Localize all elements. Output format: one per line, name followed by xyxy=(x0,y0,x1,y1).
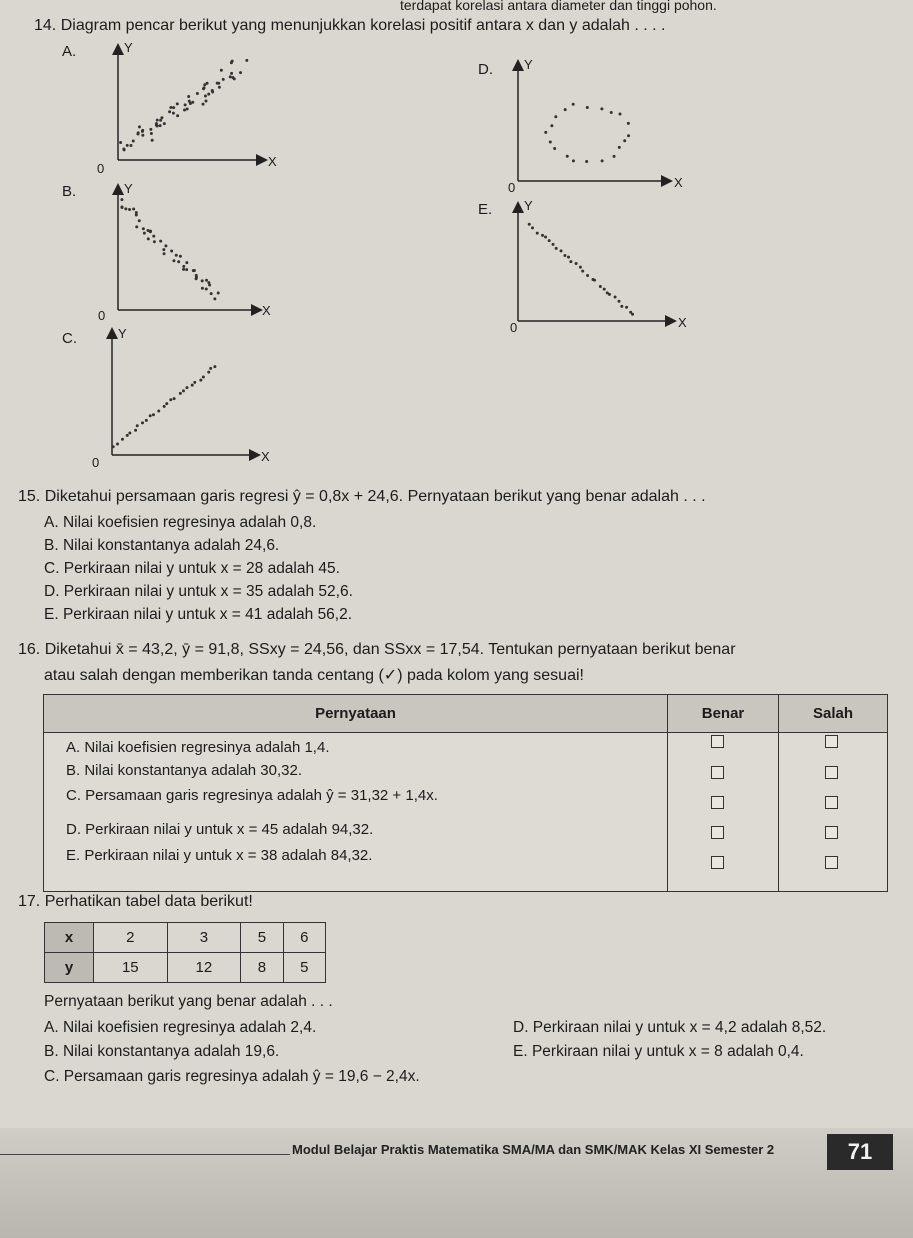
q17-data-table xyxy=(44,922,326,983)
scatter-a-dot xyxy=(233,77,236,80)
scatter-b-dot xyxy=(164,244,167,247)
scatter-b-dot xyxy=(162,248,165,251)
scatter-d-dot xyxy=(585,160,588,163)
scatter-e-dot xyxy=(614,296,617,299)
scatter-b-dot xyxy=(128,208,131,211)
question-15 xyxy=(18,488,898,506)
scatter-a-dot xyxy=(220,69,223,72)
scatter-e-dot xyxy=(579,266,582,269)
scatter-a-dot xyxy=(149,128,152,131)
y-cell: 12 xyxy=(167,953,241,983)
q16-line2: atau salah dengan memberikan tanda centang (✓) pada kolom yang sesuai! xyxy=(44,667,584,684)
y-cell: 5 xyxy=(283,953,325,983)
panel-e-x-label: X xyxy=(678,315,687,330)
scatter-c-dot xyxy=(207,371,210,374)
q14-scatter-diagrams xyxy=(0,0,913,480)
scatter-b-dot xyxy=(159,240,162,243)
scatter-a-dot xyxy=(141,134,144,137)
scatter-a-dot xyxy=(211,89,214,92)
scatter-b-dot xyxy=(205,279,208,282)
top-line: terdapat korelasi antara diameter dan tinggi pohon. xyxy=(400,0,717,13)
scatter-d-dot xyxy=(618,146,621,149)
panel-e-label: E. xyxy=(478,201,493,218)
scatter-a-dot xyxy=(172,106,175,109)
scatter-b-dot xyxy=(208,283,211,286)
statement-a: A. Nilai koefisien regresinya adalah 1,4. xyxy=(66,739,330,756)
scatter-a-dot xyxy=(119,141,122,144)
scatter-a-dot xyxy=(207,93,210,96)
scatter-e-dot xyxy=(560,249,563,252)
scatter-b-dot xyxy=(147,237,150,240)
panel-c-x-label: X xyxy=(261,449,270,464)
q15-option-c: C. Perkiraan nilai y untuk x = 28 adalah 45. xyxy=(44,560,340,577)
scatter-a-dot xyxy=(176,102,179,105)
scatter-d-dot xyxy=(553,147,556,150)
q15-option-a: A. Nilai koefisien regresinya adalah 0,8. xyxy=(44,514,317,531)
salah-checkbox-e[interactable] xyxy=(825,856,838,869)
scatter-c-dot xyxy=(173,397,176,400)
scatter-e-dot xyxy=(631,313,634,316)
q17-option-a: A. Nilai koefisien regresinya adalah 2,4. xyxy=(44,1019,317,1036)
scatter-c-dot xyxy=(128,431,131,434)
scatter-a-dot xyxy=(138,125,141,128)
scatter-c-dot xyxy=(149,414,152,417)
scatter-c-dot xyxy=(209,367,212,370)
scatter-b-dot xyxy=(217,291,220,294)
scatter-c-dot xyxy=(121,438,124,441)
scatter-c-dot xyxy=(112,445,115,448)
x-cell: 2 xyxy=(94,923,168,953)
scatter-d-dot xyxy=(627,134,630,137)
q16-number: 16. xyxy=(18,641,41,658)
x-cell: 3 xyxy=(167,923,241,953)
panel-e-origin: 0 xyxy=(510,320,518,335)
scatter-c-dot xyxy=(199,379,202,382)
scatter-e-dot xyxy=(567,256,570,259)
panel-c-y-label: Y xyxy=(118,326,127,341)
scatter-b-dot xyxy=(152,235,155,238)
panel-d-x-label: X xyxy=(674,175,683,190)
scatter-c-dot xyxy=(136,424,139,427)
scatter-a-dot xyxy=(169,106,172,109)
scatter-b-dot xyxy=(121,206,124,209)
salah-checkbox-d[interactable] xyxy=(825,826,838,839)
scatter-a-dot xyxy=(184,103,187,106)
scatter-c-dot xyxy=(179,392,182,395)
panel-d-label: D. xyxy=(478,61,493,78)
scatter-c-dot xyxy=(145,419,148,422)
salah-checkbox-a[interactable] xyxy=(825,735,838,748)
scatter-a-dot xyxy=(231,60,234,63)
scatter-c-dot xyxy=(116,443,119,446)
statement-b: B. Nilai konstantanya adalah 30,32. xyxy=(66,762,302,779)
scatter-e-dot xyxy=(548,239,551,242)
scatter-e-dot xyxy=(528,223,531,226)
scatter-c-dot xyxy=(163,405,166,408)
page-number: 71 xyxy=(827,1134,893,1170)
scatter-a-dot xyxy=(188,100,191,103)
scatter-c-dot xyxy=(126,434,129,437)
scatter-b-dot xyxy=(135,213,138,216)
scatter-b-dot xyxy=(185,261,188,264)
scatter-a-dot xyxy=(150,132,153,135)
scatter-panel-d xyxy=(518,62,670,181)
scatter-c-dot xyxy=(152,413,155,416)
panel-c-origin: 0 xyxy=(92,455,100,470)
scatter-b-dot xyxy=(163,252,166,255)
scatter-a-dot xyxy=(187,95,190,98)
scatter-a-dot xyxy=(136,133,139,136)
scatter-a-dot xyxy=(176,114,179,117)
scatter-a-dot xyxy=(196,92,199,95)
scatter-b-dot xyxy=(143,232,146,235)
scatter-panel-c xyxy=(112,330,258,455)
scatter-b-dot xyxy=(147,229,150,232)
scatter-c-dot xyxy=(134,429,137,432)
scatter-a-dot xyxy=(156,124,159,127)
scatter-d-dot xyxy=(549,141,552,144)
scatter-a-dot xyxy=(168,110,171,113)
scatter-e-dot xyxy=(531,226,534,229)
statement-d: D. Perkiraan nilai y untuk x = 45 adalah 94,32. xyxy=(66,821,374,838)
scatter-c-dot xyxy=(165,402,168,405)
scatter-c-dot xyxy=(193,381,196,384)
q17-number: 17. xyxy=(18,893,41,910)
scatter-panel-a xyxy=(118,46,265,160)
header-benar: Benar xyxy=(668,695,778,733)
benar-checkbox-c[interactable] xyxy=(711,796,724,809)
scatter-a-dot xyxy=(239,71,242,74)
q17-option-e: E. Perkiraan nilai y untuk x = 8 adalah 0,4. xyxy=(513,1043,804,1060)
scatter-panel-b xyxy=(118,186,260,310)
q15-option-b: B. Nilai konstantanya adalah 24,6. xyxy=(44,537,280,554)
q16-line1: Diketahui x̄ = 43,2, ȳ = 91,8, SSxy = 24,56, dan SSxx = 17,54. Tentukan pernyataan berikut benar xyxy=(44,641,736,658)
scatter-b-dot xyxy=(179,255,182,258)
x-header: x xyxy=(45,923,94,953)
scatter-b-dot xyxy=(195,274,198,277)
question-16 xyxy=(18,641,908,659)
scatter-b-dot xyxy=(177,260,180,263)
benar-checkbox-a[interactable] xyxy=(711,735,724,748)
salah-checkbox-b[interactable] xyxy=(825,766,838,779)
scatter-b-dot xyxy=(135,225,138,228)
panel-d-y-label: Y xyxy=(524,57,533,72)
scatter-b-dot xyxy=(132,208,135,211)
scatter-e-dot xyxy=(536,232,539,235)
scatter-b-dot xyxy=(120,198,123,201)
scatter-d-dot xyxy=(601,159,604,162)
scatter-b-dot xyxy=(192,269,195,272)
scatter-c-dot xyxy=(157,409,160,412)
scatter-d-dot xyxy=(550,124,553,127)
statement-c: C. Persamaan garis regresinya adalah ŷ = 31,32 + 1,4x. xyxy=(66,787,438,804)
q17-text: Perhatikan tabel data berikut! xyxy=(44,893,253,910)
scatter-b-dot xyxy=(195,277,198,280)
scatter-d-dot xyxy=(564,108,567,111)
statement-e: E. Perkiraan nilai y untuk x = 38 adalah 84,32. xyxy=(66,847,373,864)
scatter-d-dot xyxy=(554,115,557,118)
scatter-a-dot xyxy=(202,103,205,106)
scatter-a-dot xyxy=(217,82,220,85)
scatter-a-dot xyxy=(245,59,248,62)
benar-checkbox-e[interactable] xyxy=(711,856,724,869)
scatter-a-dot xyxy=(183,109,186,112)
scatter-b-dot xyxy=(172,259,175,262)
scatter-e-dot xyxy=(569,260,572,263)
benar-checkbox-b[interactable] xyxy=(711,766,724,779)
scatter-a-dot xyxy=(204,99,207,102)
scatter-a-dot xyxy=(129,144,132,147)
scatter-a-dot xyxy=(151,139,154,142)
scatter-d-dot xyxy=(572,159,575,162)
panel-a-label: A. xyxy=(62,43,77,60)
scatter-d-dot xyxy=(610,111,613,114)
scatter-d-dot xyxy=(572,103,575,106)
scatter-d-dot xyxy=(623,139,626,142)
scatter-b-dot xyxy=(210,292,213,295)
scatter-a-dot xyxy=(141,129,144,132)
scatter-d-dot xyxy=(600,107,603,110)
scatter-a-dot xyxy=(191,101,194,104)
scatter-a-dot xyxy=(123,148,126,151)
scatter-c-dot xyxy=(213,365,216,368)
scatter-b-dot xyxy=(153,240,156,243)
scatter-b-dot xyxy=(175,254,178,257)
page-footer xyxy=(0,1128,913,1238)
scatter-c-dot xyxy=(169,398,172,401)
scatter-a-dot xyxy=(126,144,129,147)
q15-number: 15. xyxy=(18,488,41,505)
scatter-e-dot xyxy=(620,305,623,308)
scatter-a-dot xyxy=(159,124,162,127)
scatter-e-dot xyxy=(552,243,555,246)
scatter-a-dot xyxy=(218,86,221,89)
scatter-b-dot xyxy=(213,297,216,300)
scatter-e-dot xyxy=(625,306,628,309)
scatter-d-dot xyxy=(566,155,569,158)
scatter-c-dot xyxy=(182,389,185,392)
scatter-a-dot xyxy=(204,95,207,98)
scatter-b-dot xyxy=(149,230,152,233)
panel-b-origin: 0 xyxy=(98,308,106,323)
scatter-a-dot xyxy=(222,78,225,81)
scatter-a-dot xyxy=(186,107,189,110)
panel-e-y-label: Y xyxy=(524,198,533,213)
x-cell: 5 xyxy=(241,923,283,953)
panel-a-origin: 0 xyxy=(97,161,105,176)
panel-b-x-label: X xyxy=(262,303,271,318)
q15-option-e: E. Perkiraan nilai y untuk x = 41 adalah 56,2. xyxy=(44,606,353,623)
scatter-e-dot xyxy=(581,270,584,273)
scatter-a-dot xyxy=(230,72,233,75)
scatter-b-dot xyxy=(205,287,208,290)
q17-option-c: C. Persamaan garis regresinya adalah ŷ = 19,6 − 2,4x. xyxy=(44,1068,420,1085)
scatter-d-dot xyxy=(619,113,622,116)
q17-prompt: Pernyataan berikut yang benar adalah . . . xyxy=(44,993,333,1010)
question-17 xyxy=(18,893,253,911)
panel-b-label: B. xyxy=(62,183,77,200)
scatter-c-dot xyxy=(202,375,205,378)
scatter-a-dot xyxy=(229,75,232,78)
scatter-c-dot xyxy=(185,386,188,389)
q15-option-d: D. Perkiraan nilai y untuk x = 35 adalah 52,6. xyxy=(44,583,353,600)
header-pernyataan: Pernyataan xyxy=(44,695,667,733)
scatter-e-dot xyxy=(575,262,578,265)
scatter-d-dot xyxy=(544,131,547,134)
scatter-e-dot xyxy=(608,293,611,296)
scatter-e-dot xyxy=(603,288,606,291)
y-header: y xyxy=(45,953,94,983)
scatter-d-dot xyxy=(586,106,589,109)
scatter-b-dot xyxy=(170,249,173,252)
q17-option-b: B. Nilai konstantanya adalah 19,6. xyxy=(44,1043,280,1060)
scatter-e-dot xyxy=(599,285,602,288)
q15-text: Diketahui persamaan garis regresi ŷ = 0,8x + 24,6. Pernyataan berikut yang benar adalah . . . xyxy=(44,488,706,505)
scatter-panel-e xyxy=(518,204,674,321)
q14-number: 14. xyxy=(34,17,57,34)
scatter-b-dot xyxy=(185,268,188,271)
y-cell: 15 xyxy=(94,953,168,983)
scatter-a-dot xyxy=(172,112,175,115)
salah-checkbox-c[interactable] xyxy=(825,796,838,809)
y-cell: 8 xyxy=(241,953,283,983)
scatter-e-dot xyxy=(617,300,620,303)
x-cell: 6 xyxy=(283,923,325,953)
scatter-e-dot xyxy=(586,274,589,277)
panel-d-origin: 0 xyxy=(508,180,516,195)
header-salah: Salah xyxy=(779,695,887,733)
scatter-b-dot xyxy=(182,268,185,271)
scatter-a-dot xyxy=(203,86,206,89)
scatter-a-dot xyxy=(132,140,135,143)
scatter-c-dot xyxy=(191,384,194,387)
panel-a-x-label: X xyxy=(268,154,277,169)
scatter-b-dot xyxy=(201,287,204,290)
scatter-a-dot xyxy=(156,119,159,122)
scatter-e-dot xyxy=(544,235,547,238)
benar-checkbox-d[interactable] xyxy=(711,826,724,839)
scatter-a-dot xyxy=(163,122,166,125)
scatter-b-dot xyxy=(182,265,185,268)
scatter-a-dot xyxy=(160,116,163,119)
panel-b-y-label: Y xyxy=(124,181,133,196)
scatter-e-dot xyxy=(541,234,544,237)
panel-c-label: C. xyxy=(62,330,77,347)
scatter-b-dot xyxy=(142,227,145,230)
scatter-d-dot xyxy=(613,155,616,158)
q17-option-d: D. Perkiraan nilai y untuk x = 4,2 adalah 8,52. xyxy=(513,1019,827,1036)
scatter-b-dot xyxy=(124,207,127,210)
panel-a-y-label: Y xyxy=(124,40,133,55)
q16-statement-table xyxy=(43,694,888,892)
scatter-e-dot xyxy=(593,279,596,282)
scatter-c-dot xyxy=(141,421,144,424)
scatter-a-dot xyxy=(206,82,209,85)
scatter-b-dot xyxy=(138,219,141,222)
footer-text: Modul Belajar Praktis Matematika SMA/MA dan SMK/MAK Kelas XI Semester 2 xyxy=(292,1142,775,1157)
scatter-e-dot xyxy=(555,247,558,250)
scatter-d-dot xyxy=(627,122,630,125)
scatter-b-dot xyxy=(201,279,204,282)
q14-text: Diagram pencar berikut yang menunjukkan korelasi positif antara x dan y adalah . . . . xyxy=(60,17,666,34)
scatter-e-dot xyxy=(563,254,566,257)
